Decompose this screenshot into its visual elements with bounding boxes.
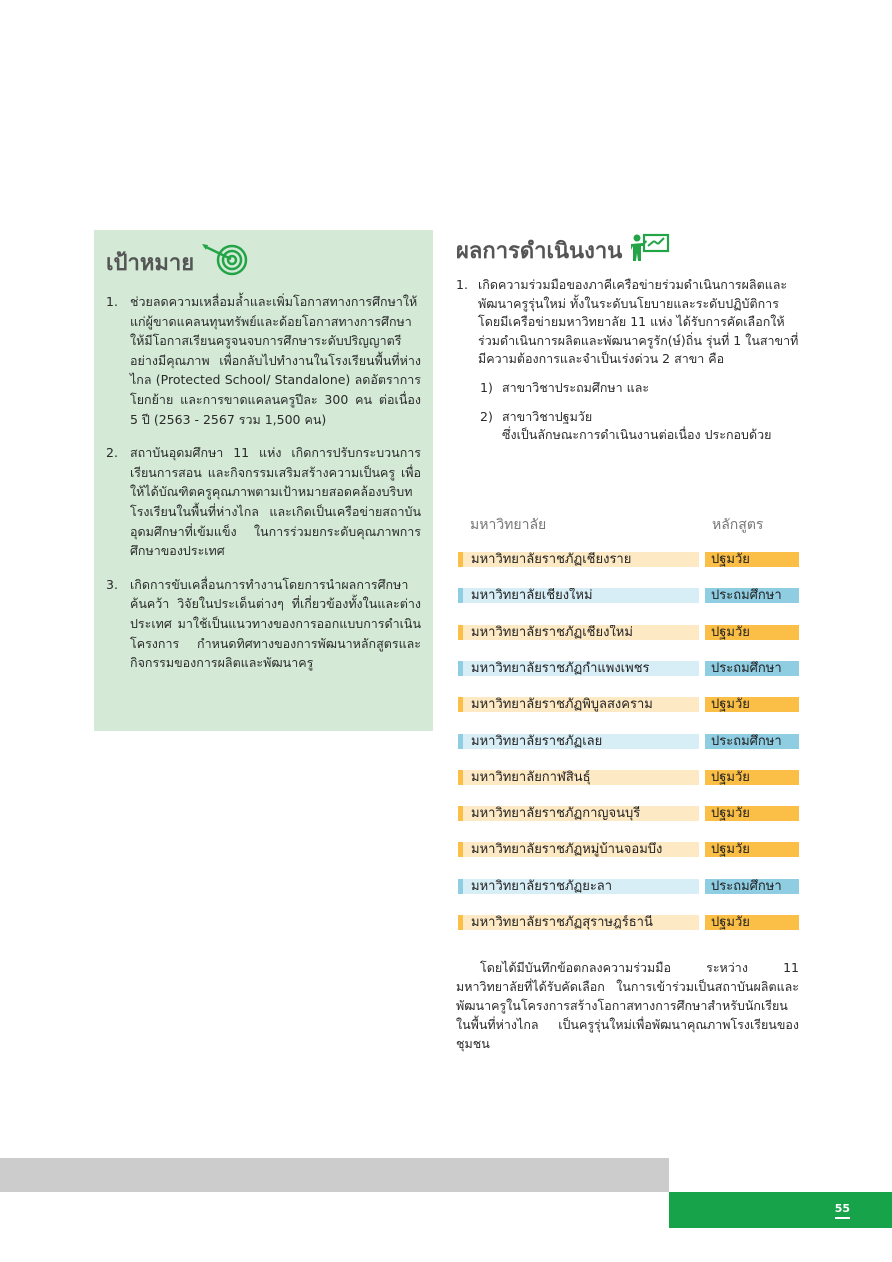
university-name: มหาวิทยาลัยราชภัฏเชียงใหม่ xyxy=(463,625,699,640)
results-item xyxy=(456,276,800,369)
program-name: ปฐมวัย xyxy=(705,842,799,857)
footer-green-bar xyxy=(669,1192,892,1228)
results-title: ผลการดำเนินงาน xyxy=(456,238,623,264)
results-item-text: เกิดความร่วมมือของภาคีเครือข่ายร่วมดำเนินการผลิตและพัฒนาครูรุ่นใหม่ ทั้งในระดับนโยบายและระดับปฏิบัติการ โดยมีเครือข่ายมหาวิทยาลัย 11 แห่ง ได้รับการคัดเลือกให้ร่วมดำเนินการผลิตและพัฒนาครูรัก(ษ์)ถิ่น รุ่นที่ 1 ในสาขาที่มีความต้องการและจำเป็นเร่งด่วน 2 สาขา คือ xyxy=(478,277,799,367)
footer-gray-bar xyxy=(0,1158,669,1192)
university-name: มหาวิทยาลัยราชภัฏเชียงราย xyxy=(463,552,699,567)
goal-item-text: ช่วยลดความเหลื่อมล้ำและเพิ่มโอกาสทางการศึกษาให้แก่ผู้ขาดแคลนทุนทรัพย์และด้อยโอกาสทางการศึกษา ให้มีโอกาสเรียนครูจนจบการศึกษาระดับปริญญาตรีอย่างมีคุณภาพ เพื่อกลับไปทำงานในโรงเรียนพื้นที่ห่างไกล (Protected School/ Standalone) ลดอัตราการโยกย้าย และการขาดแคลนครูปีละ 300 คน ต่อเนื่อง 5 ปี (2563 - 2567 รวม 1,500 คน) xyxy=(130,294,421,427)
column-header-program: หลักสูตร xyxy=(712,517,764,533)
program-name: ปฐมวัย xyxy=(705,915,799,930)
results-subitem-number: 1) xyxy=(480,379,493,395)
column-header-university: มหาวิทยาลัย xyxy=(470,517,547,533)
program-name: ปฐมวัย xyxy=(705,625,799,640)
closing-paragraph: โดยได้มีบันทึกข้อตกลงความร่วมมือ ระหว่าง 11 มหาวิทยาลัยที่ได้รับคัดเลือก ในการเข้าร่วมเป็นสถาบันผลิตและพัฒนาครูในโครงการสร้างโอกาสทางการศึกษาสำหรับนักเรียนในพื้นที่ห่างไกล เป็นครูรุ่นใหม่เพื่อพัฒนาคุณภาพโรงเรียนของชุมชน xyxy=(456,960,799,1051)
table-row xyxy=(458,697,799,712)
results-section xyxy=(456,232,800,445)
table-row xyxy=(458,552,799,567)
university-name: มหาวิทยาลัยกาฬสินธุ์ xyxy=(463,770,699,785)
results-subitem xyxy=(480,408,800,445)
university-name: มหาวิทยาลัยราชภัฏสุราษฎร์ธานี xyxy=(463,915,699,930)
program-name: ประถมศึกษา xyxy=(705,588,799,603)
table-row xyxy=(458,588,799,603)
program-name: ปฐมวัย xyxy=(705,552,799,567)
results-heading xyxy=(456,232,800,268)
table-row xyxy=(458,879,799,894)
goal-item xyxy=(106,292,421,429)
goal-title: เป้าหมาย xyxy=(106,250,195,276)
program-name: ประถมศึกษา xyxy=(705,879,799,894)
goal-list xyxy=(106,292,421,673)
program-name: ปฐมวัย xyxy=(705,770,799,785)
goal-item xyxy=(106,443,421,561)
results-subitem xyxy=(480,379,800,398)
program-name: ประถมศึกษา xyxy=(705,661,799,676)
results-subitem-continuation: ซึ่งเป็นลักษณะการดำเนินงานต่อเนื่อง ประกอบด้วย xyxy=(502,427,772,443)
results-subitem-text xyxy=(502,408,771,445)
university-name: มหาวิทยาลัยราชภัฏกาญจนบุรี xyxy=(463,806,699,821)
goal-panel xyxy=(94,230,433,731)
results-subitem-number: 2) xyxy=(480,408,493,424)
goal-item-number: 2. xyxy=(106,445,118,461)
table-row xyxy=(458,661,799,676)
program-name: ปฐมวัย xyxy=(705,806,799,821)
university-name: มหาวิทยาลัยราชภัฏหมู่บ้านจอมบึง xyxy=(463,842,699,857)
goal-item-text: สถาบันอุดมศึกษา 11 แห่ง เกิดการปรับกระบวนการเรียนการสอน และกิจกรรมเสริมสร้างความเป็นครู เพื่อให้ได้บัณฑิตครูคุณภาพตามเป้าหมายสอดคล้องบริบทโรงเรียนในพื้นที่ห่างไกล และเกิดเป็นเครือข่ายสถาบันอุดมศึกษาที่เข้มแข็ง ในการร่วมยกระดับคุณภาพการศึกษาของประเทศ xyxy=(130,445,421,559)
results-subitem-label: สาขาวิชาปฐมวัย xyxy=(502,408,593,424)
goal-item-number: 3. xyxy=(106,576,118,592)
program-name: ปฐมวัย xyxy=(705,697,799,712)
target-icon xyxy=(200,242,248,282)
goal-item xyxy=(106,575,421,673)
university-name: มหาวิทยาลัยราชภัฏกำแพงเพชร xyxy=(463,661,699,676)
goal-heading xyxy=(106,242,421,282)
program-name: ประถมศึกษา xyxy=(705,734,799,749)
results-subitem-text: สาขาวิชาประถมศึกษา และ xyxy=(502,379,650,395)
page-number: 55 xyxy=(835,1202,850,1219)
table-header xyxy=(470,514,800,536)
teacher-board-icon xyxy=(628,232,672,268)
university-name: มหาวิทยาลัยเชียงใหม่ xyxy=(463,588,699,603)
table-row xyxy=(458,915,799,930)
table-row xyxy=(458,625,799,640)
table-row xyxy=(458,842,799,857)
results-item-number: 1. xyxy=(456,277,468,292)
goal-item-number: 1. xyxy=(106,294,118,309)
table-row xyxy=(458,806,799,821)
table-row xyxy=(458,734,799,749)
table-row xyxy=(458,770,799,785)
university-name: มหาวิทยาลัยราชภัฏเลย xyxy=(463,734,699,749)
goal-item-text: เกิดการขับเคลื่อนการทำงานโดยการนำผลการศึกษา ค้นคว้า วิจัยในประเด็นต่างๆ ที่เกี่ยวข้องทั้งในและต่างประเทศ มาใช้เป็นแนวทางของการออกแบบการดำเนินโครงการ กำหนดทิศทางของการพัฒนาหลักสูตรและกิจกรรมของการผลิตและพัฒนาครู xyxy=(130,576,421,671)
university-name: มหาวิทยาลัยราชภัฏพิบูลสงคราม xyxy=(463,697,699,712)
university-name: มหาวิทยาลัยราชภัฏยะลา xyxy=(463,879,699,894)
